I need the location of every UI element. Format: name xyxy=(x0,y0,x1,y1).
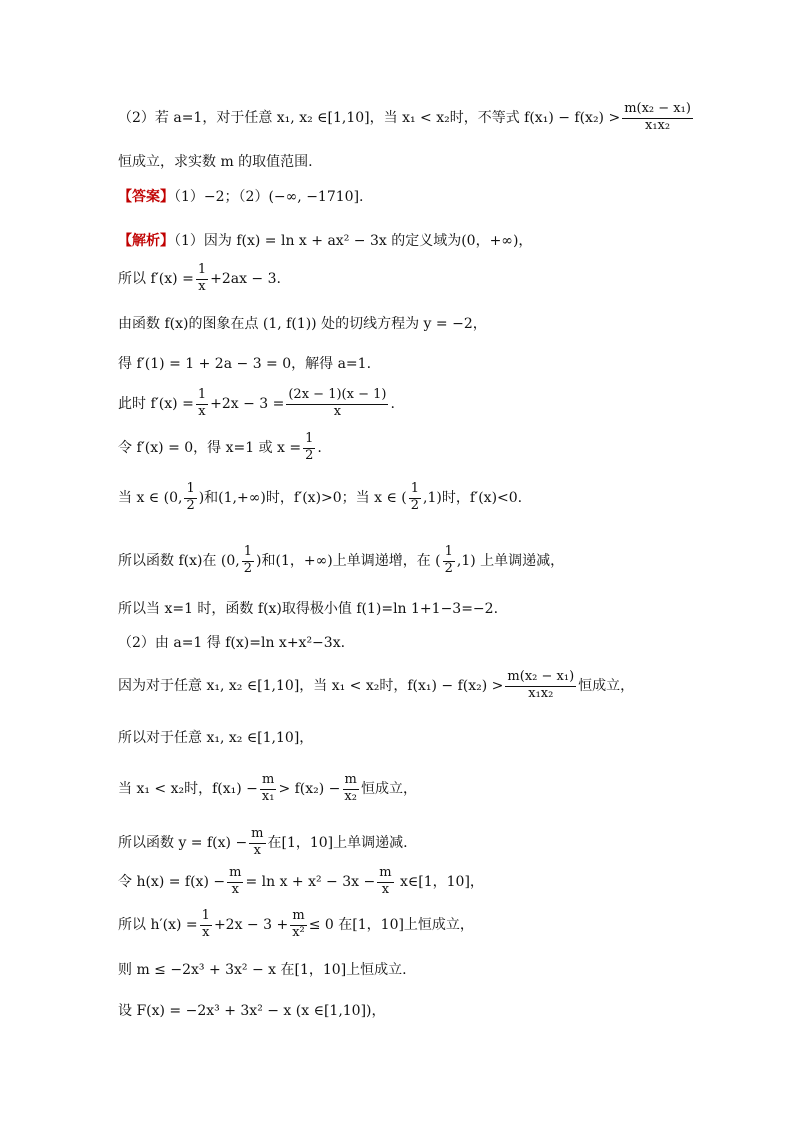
answer-line: 【答案】（1）−2；（2）(−∞, −1710]. xyxy=(118,189,364,205)
fraction: $\frac{1}{x}$ xyxy=(201,908,210,940)
analysis-line-6: 令 f′(x) = 0，得 x=1 或 x = $\frac{1}{2}$ . xyxy=(118,431,322,463)
fraction: $\frac{1}{2}$ xyxy=(186,481,195,513)
fraction: $\frac{m}{x}$ xyxy=(229,865,242,897)
fraction: $\frac{\text{m(x₂ − x₁)}}{\text{x₁x₂}}$ xyxy=(507,669,575,701)
fraction: $\frac{1}{x}$ xyxy=(197,262,207,294)
analysis-line-17: 则 m ≤ −2x³ + 3x² − x 在[1，10]上恒成立. xyxy=(118,962,407,978)
fraction: $\frac{m}{\text{x₁}}$ xyxy=(261,772,275,804)
fraction: $\frac{1}{2}$ xyxy=(444,544,453,576)
question-part2-line1: （2）若 a=1，对于任意 x₁, x₂ ∈[1,10]，当 x₁ < x₂时，不等式 f(x₁) − f(x₂) > $\frac{\text{m(x₂ − x₁)}}{\text{x₁x₂}}$ xyxy=(118,101,691,133)
analysis-line-8: 所以函数 f(x)在 (0, $\frac{1}{2}$ )和(1，+∞)上单调递增，在 ( $\frac{1}{2}$ ,1) 上单调递减， xyxy=(118,544,565,576)
fraction: $\frac{m}{x}$ xyxy=(251,826,264,858)
analysis-line-1: 【解析】（1）因为 f(x) = ln x + ax² − 3x 的定义域为(0，+∞)， xyxy=(118,233,533,249)
analysis-line-13: 当 x₁ < x₂时，f(x₁) − $\frac{m}{\text{x₁}}$ > f(x₂) − $\frac{m}{\text{x₂}}$ 恒成立， xyxy=(118,772,417,804)
analysis-line-9: 所以当 x=1 时，函数 f(x)取得极小值 f(1)=ln 1+1−3=−2. xyxy=(118,601,499,617)
fraction: $\frac{m}{\text{x₂}}$ xyxy=(344,772,357,804)
fraction: $\frac{1}{x}$ xyxy=(197,387,207,419)
analysis-line-2: 所以 f′(x) = $\frac{1}{x}$ +2ax − 3. xyxy=(118,262,281,294)
analysis-line-5: 此时 f′(x) = $\frac{1}{x}$ +2x − 3 = $\frac{(2x - 1)(x - 1)}{x}$ . xyxy=(118,387,395,419)
analysis-line-16: 所以 h′(x) = $\frac{1}{x}$ +2x − 3 + $\frac{m}{\text{x²}}$ ≤ 0 在[1，10]上恒成立， xyxy=(118,908,474,940)
fraction: $\frac{\text{m(x₂ − x₁)}}{\text{x₁x₂}}$ xyxy=(624,101,691,133)
analysis-line-18: 设 F(x) = −2x³ + 3x² − x (x ∈[1,10])， xyxy=(118,1003,386,1019)
analysis-line-12: 所以对于任意 x₁, x₂ ∈[1,10]， xyxy=(118,730,314,746)
analysis-line-15: 令 h(x) = f(x) − $\frac{m}{x}$ = ln x + x² − 3x − $\frac{m}{x}$ x∈[1，10]， xyxy=(118,865,484,897)
question-part2-line2: 恒成立，求实数 m 的取值范围. xyxy=(118,154,313,170)
fraction: $\frac{1}{2}$ xyxy=(305,431,314,463)
fraction: $\frac{m}{x}$ xyxy=(379,865,392,897)
fraction: $\frac{1}{2}$ xyxy=(410,481,420,513)
fraction: $\frac{m}{\text{x²}}$ xyxy=(292,908,305,940)
analysis-line-10: （2）由 a=1 得 f(x)=ln x+x²−3x. xyxy=(118,635,346,651)
analysis-line-3: 由函数 f(x)的图象在点 (1, f(1)) 处的切线方程为 y = −2， xyxy=(118,316,487,332)
analysis-line-4: 得 f′(1) = 1 + 2a − 3 = 0，解得 a=1. xyxy=(118,356,372,372)
fraction: $\frac{1}{2}$ xyxy=(243,544,253,576)
analysis-line-7: 当 x ∈ (0, $\frac{1}{2}$ )和(1,+∞)时，f′(x)>0；当 x ∈ ( $\frac{1}{2}$ ,1)时，f′(x)<0. xyxy=(118,481,523,513)
fraction: $\frac{(2x - 1)(x - 1)}{x}$ xyxy=(288,387,387,419)
analysis-line-11: 因为对于任意 x₁, x₂ ∈[1,10]，当 x₁ < x₂时，f(x₁) − f(x₂) > $\frac{\text{m(x₂ − x₁)}}{\text{x₁x₂}}$ 恒成立， xyxy=(118,669,635,701)
analysis-line-14: 所以函数 y = f(x) − $\frac{m}{x}$ 在[1，10]上单调递减. xyxy=(118,826,408,858)
